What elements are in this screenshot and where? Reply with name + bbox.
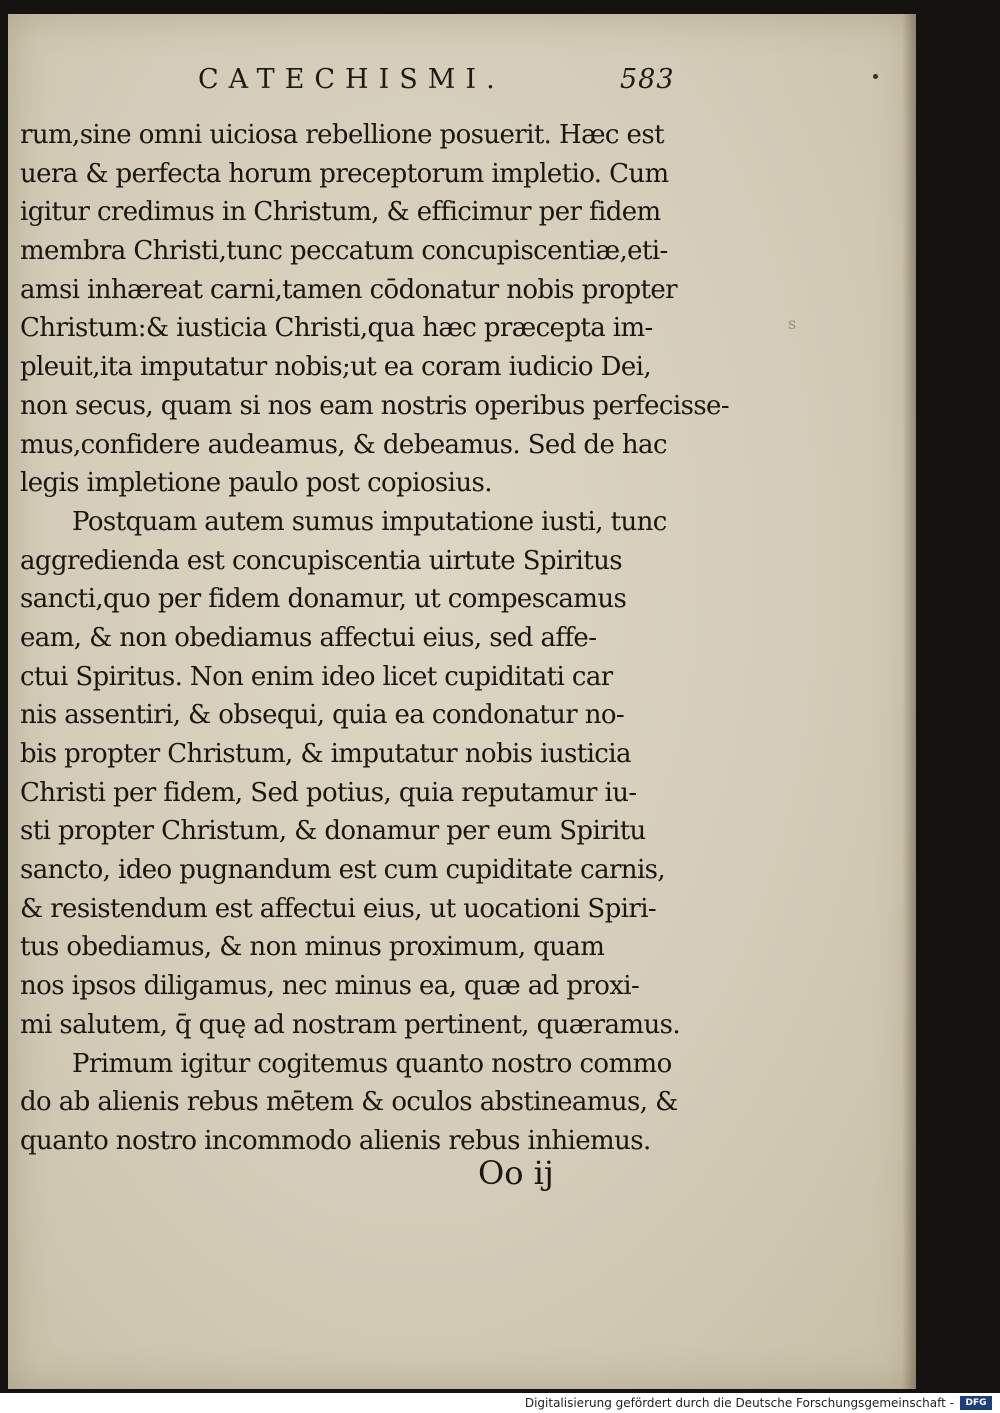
text-line: & resistendum est affectui eius, ut uocationi Spiri- [20, 893, 657, 924]
margin-mark: ꜱ [788, 314, 797, 333]
text-line: sti propter Christum, & donamur per eum Spiritu [20, 816, 646, 847]
text-line: eam, & non obediamus affectui eius, sed affe- [20, 622, 597, 653]
text-line: sancti,quo per fidem donamur, ut compescamus [20, 584, 627, 615]
text-line: aggredienda est concupiscentia uirtute Spiritus [20, 545, 622, 576]
text-line: quanto nostro incommodo alienis rebus inhiemus. [20, 1125, 651, 1156]
body-text [20, 116, 730, 1161]
text-line: ctui Spiritus. Non enim ideo licet cupiditati car [20, 661, 613, 692]
paragraph-start-line: Postquam autem sumus imputatione iusti, tunc [72, 506, 667, 537]
text-line: non secus, quam si nos eam nostris operibus perfecisse- [20, 390, 730, 421]
page-edge-shadow [902, 14, 916, 1389]
text-line: Christi per fidem, Sed potius, quia reputamur iu- [20, 777, 637, 808]
text-line: tus obediamus, & non minus proximum, quam [20, 932, 605, 963]
text-line: sancto, ideo pugnandum est cum cupiditate carnis, [20, 855, 666, 886]
margin-dot [873, 74, 878, 79]
page-header [8, 64, 916, 114]
text-line: mus,confidere audeamus, & debeamus. Sed de hac [20, 429, 667, 460]
page-number: 583 [620, 64, 675, 95]
footer-bar [0, 1393, 1000, 1413]
text-line: uera & perfecta horum preceptorum impletio. Cum [20, 158, 669, 189]
signature-mark: Oo ij [478, 1154, 554, 1192]
text-line: rum,sine omni uiciosa rebellione posuerit. Hæc est [20, 120, 664, 150]
text-line: mi salutem, q̄ quę ad nostram pertinent, quæramus. [20, 1009, 680, 1040]
text-line: nos ipsos diligamus, nec minus ea, quæ ad proxi- [20, 971, 640, 1002]
text-line: nis assentiri, & obsequi, quia ea condonatur no- [20, 700, 625, 731]
text-line: membra Christi,tunc peccatum concupiscentiæ,eti- [20, 236, 668, 267]
text-line: igitur credimus in Christum, & efficimur per fidem [20, 197, 661, 228]
text-line: amsi inhæreat carni,tamen cōdonatur nobis propter [20, 274, 678, 305]
book-page [8, 14, 916, 1389]
dfg-logo: DFG [960, 1396, 992, 1410]
text-line: pleuit,ita imputatur nobis;ut ea coram iudicio Dei, [20, 352, 652, 383]
text-line: legis impletione paulo post copiosius. [20, 468, 492, 499]
funding-credit: Digitalisierung gefördert durch die Deutsche Forschungsgemeinschaft - [524, 1396, 954, 1410]
running-head: CATECHISMI. [198, 64, 505, 95]
paragraph-start-line: Primum igitur cogitemus quanto nostro commo [72, 1048, 672, 1079]
text-line: bis propter Christum, & imputatur nobis iusticia [20, 739, 631, 769]
text-line: do ab alienis rebus mētem & oculos abstineamus, & [20, 1087, 678, 1118]
text-line: Christum:& iusticia Christi,qua hæc præcepta im- [20, 313, 653, 344]
